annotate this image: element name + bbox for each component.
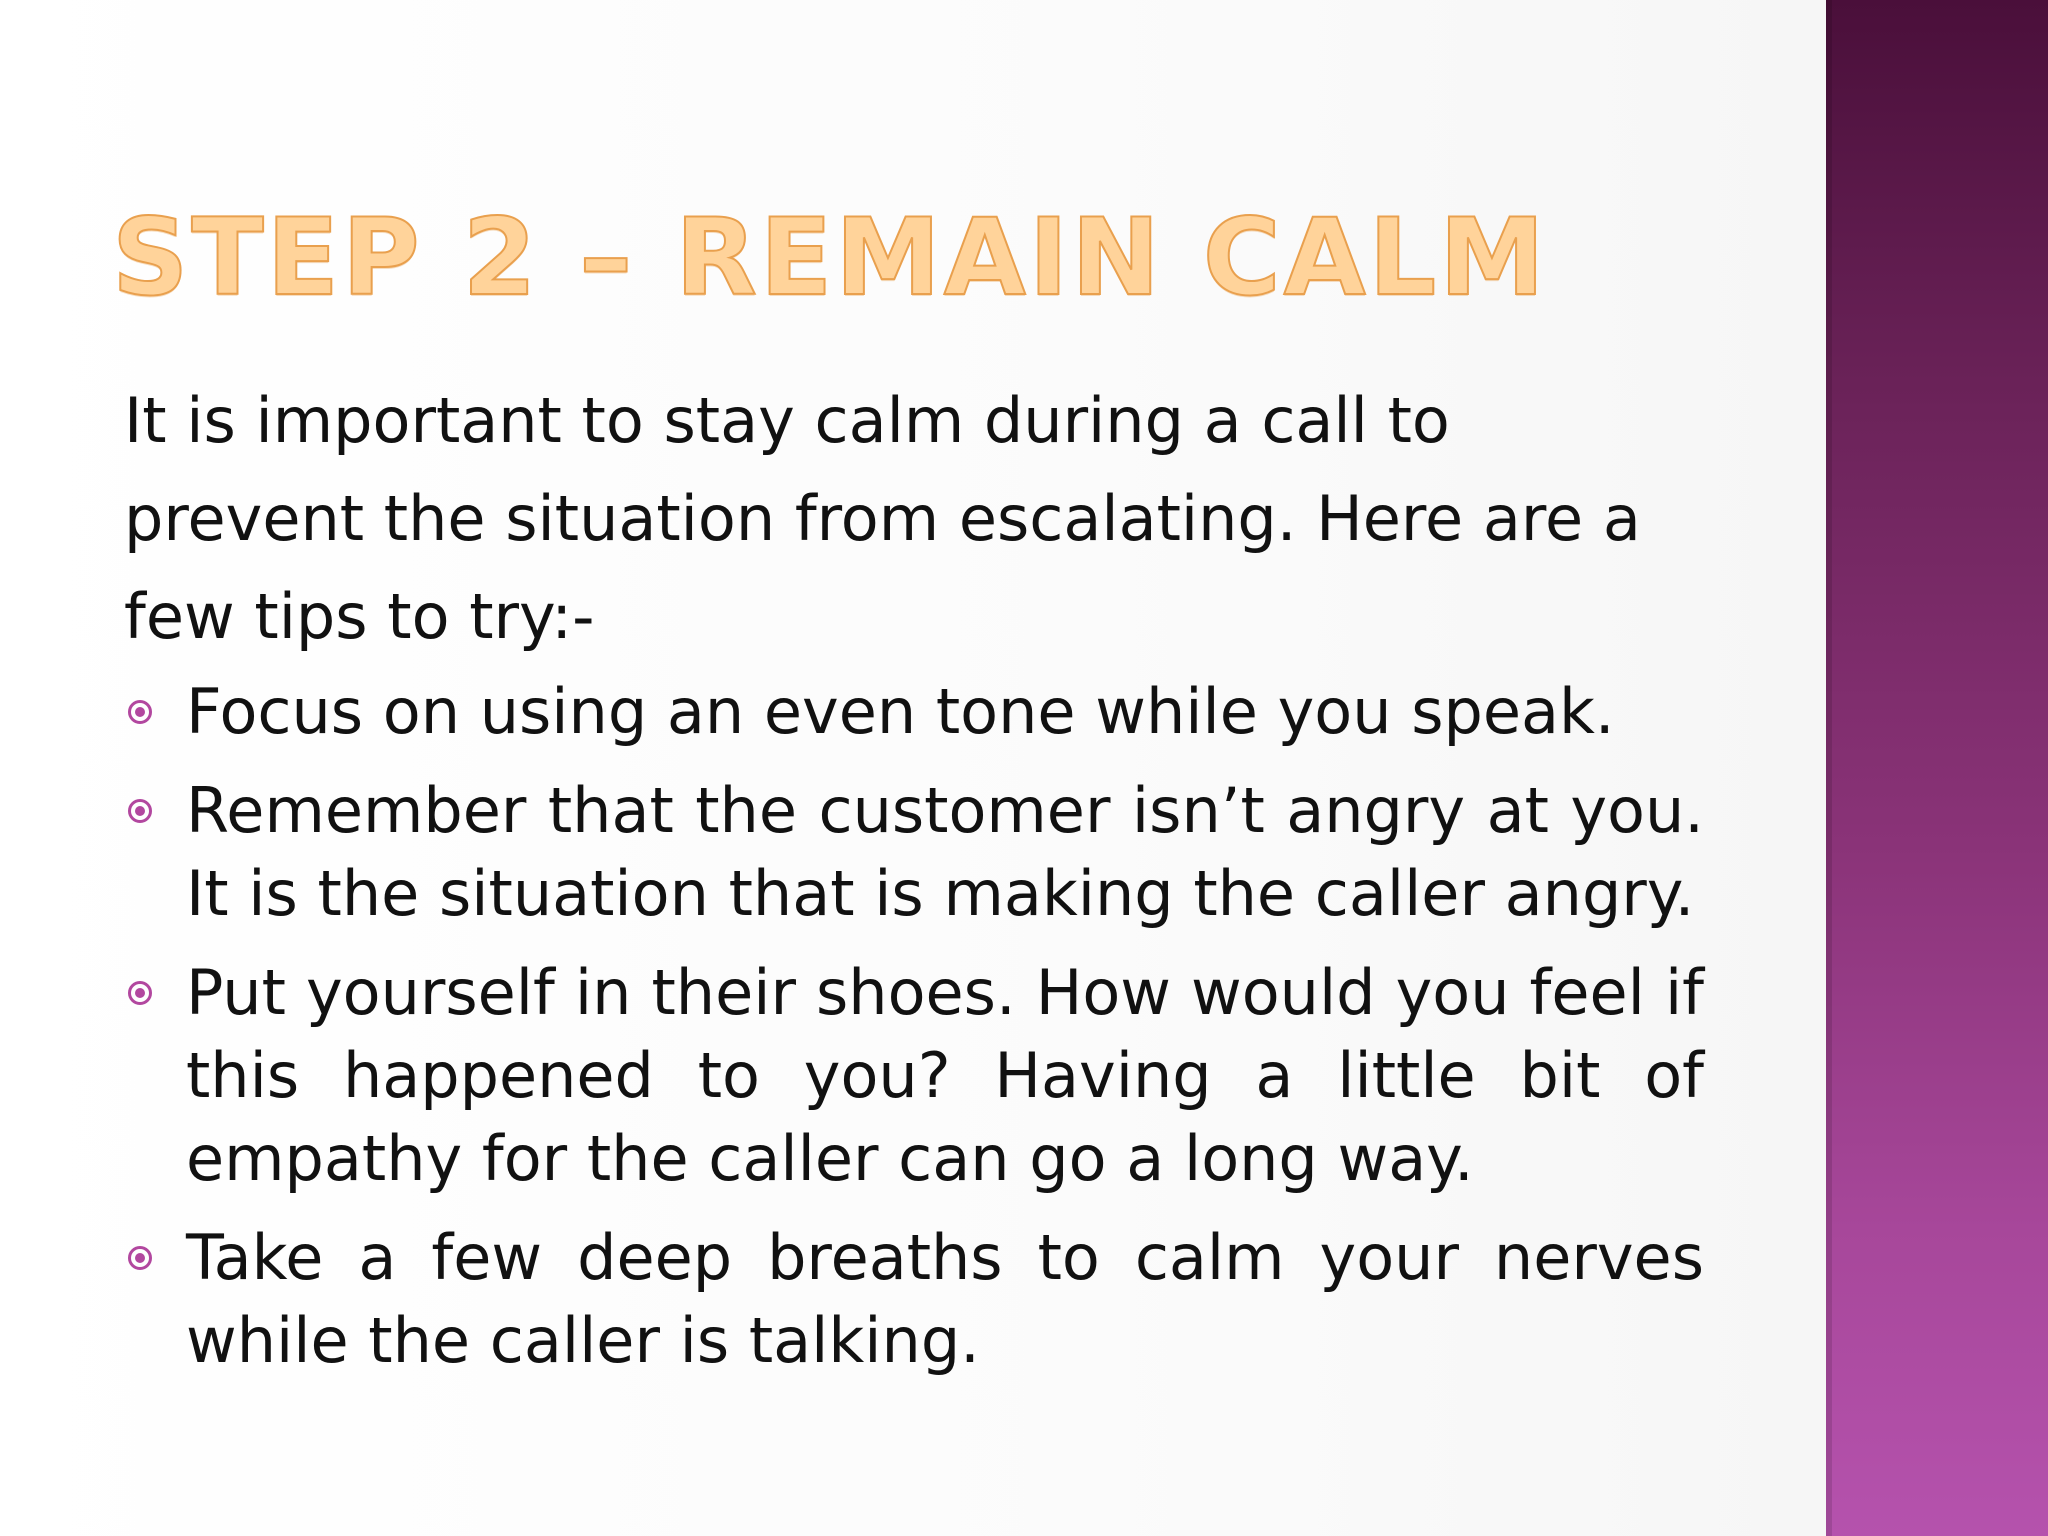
bullet-text: Put yourself in their shoes. How would you feel if this happened to you? Having a little bit of empathy for the caller can go a long way. <box>186 956 1704 1195</box>
bullet-text: Remember that the customer isn’t angry at you. It is the situation that is making the caller angry. <box>186 774 1704 930</box>
list-item <box>124 951 1704 1200</box>
circled-dot-bullet-icon <box>128 1246 152 1270</box>
slide-title: STEP 2 – REMAIN CALM <box>112 196 1548 319</box>
list-item <box>124 670 1704 753</box>
circled-dot-bullet-icon <box>128 981 152 1005</box>
decorative-side-band <box>1826 0 2048 1536</box>
bullet-text: Take a few deep breaths to calm your nerves while the caller is talking. <box>186 1221 1704 1377</box>
list-item <box>124 769 1704 935</box>
list-item <box>124 1216 1704 1382</box>
circled-dot-bullet-icon <box>128 700 152 724</box>
circled-dot-bullet-icon <box>128 799 152 823</box>
intro-paragraph: It is important to stay calm during a call to prevent the situation from escalating. Here are a few tips to try:- <box>124 384 1641 653</box>
bullet-text: Focus on using an even tone while you speak. <box>186 675 1615 748</box>
tips-list <box>124 670 1704 1398</box>
